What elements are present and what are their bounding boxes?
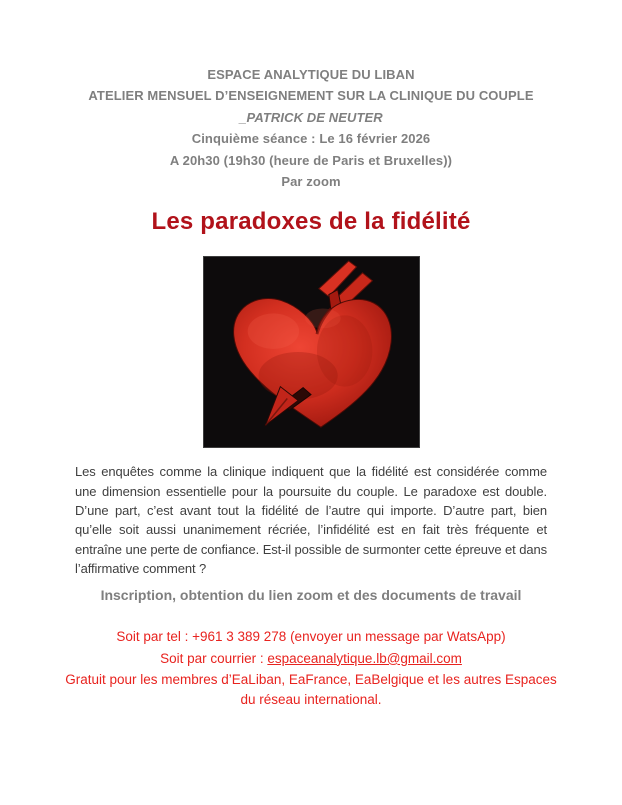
session-date: Cinquième séance : Le 16 février 2026 [191, 131, 431, 147]
phone-line: Soit par tel : +961 3 389 278 (envoyer un message par WatsApp) [116, 629, 506, 645]
organization-name: ESPACE ANALYTIQUE DU LIBAN [207, 67, 415, 82]
pierced-heart-image [203, 256, 420, 448]
registration-heading: Inscription, obtention du lien zoom et des documents de travail [100, 587, 522, 604]
email-line-prefix: Soit par courrier : [160, 650, 268, 666]
contact-block [0, 626, 622, 709]
page-title: Les paradoxes de la fidélité [151, 208, 471, 236]
body-paragraph: Les enquêtes comme la clinique indiquent que la fidélité est considérée comme une dimension essentielle pour la poursuite du couple. Le paradoxe est double. D’une part, c’est avant tout la fidélité de l’autre qui importe. D’autre part, bien qu’elle soit aussi unanimement récriée, l’infidélité est en fait très fréquente et entraîne une perte de confiance. Est-il possible de surmonter cette épreuve et dans l’affirmative comment ? [75, 464, 547, 576]
email-line [0, 648, 622, 670]
heart-arrow-illustration [204, 257, 419, 447]
session-medium: Par zoom [281, 174, 341, 190]
author-name: _PATRICK DE NEUTER [239, 109, 383, 125]
free-note: Gratuit pour les membres d’EaLiban, EaFrance, EaBelgique et les autres Espaces du réseau international. [65, 672, 557, 707]
session-time: A 20h30 (19h30 (heure de Paris et Bruxelles)) [169, 152, 453, 168]
flyer-header [0, 64, 622, 192]
email-link[interactable]: espaceanalytique.lb@gmail.com [267, 650, 462, 666]
workshop-title: ATELIER MENSUEL D’ENSEIGNEMENT SUR LA CLINIQUE DU COUPLE [88, 88, 534, 104]
